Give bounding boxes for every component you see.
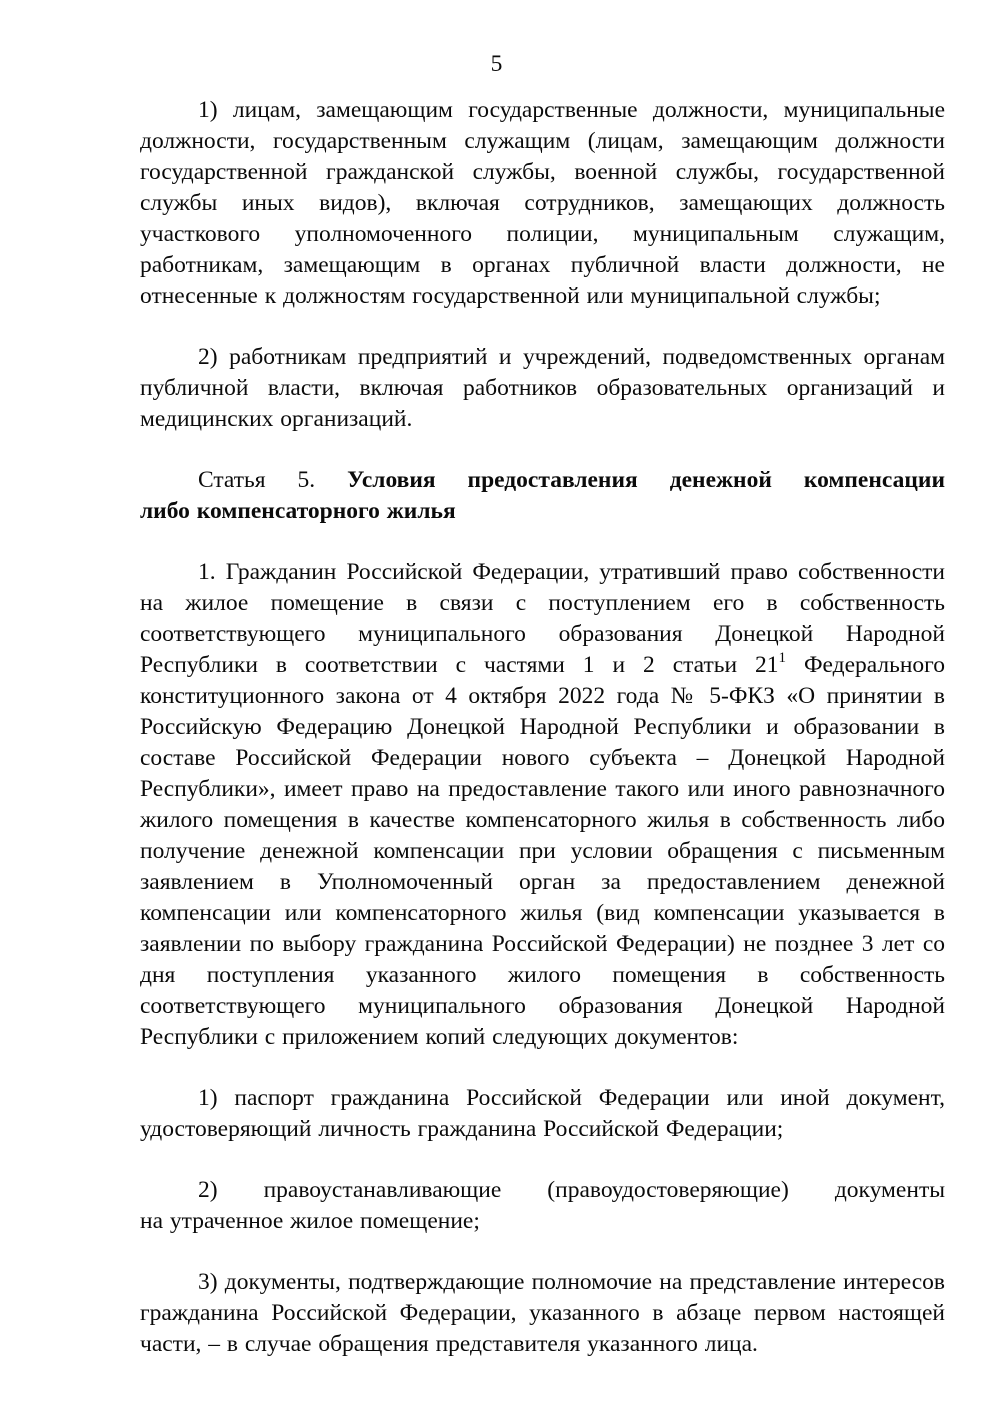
document-item-2-line-2: на утраченное жилое помещение; (140, 1208, 480, 1234)
list-item-2: 2) работникам предприятий и учреждений, подведомственных органам публичной власти, включая работников образовательных организаций и медицинских организаций. (140, 344, 945, 432)
document-body (140, 95, 945, 1360)
superscript-note-number: 1 (778, 650, 787, 667)
document-item-3: 3) документы, подтверждающие полномочие на представление интересов гражданина Российской Федерации, указанного в абзаце первом настоящей части, – в случае обращения представителя указанного лица. (140, 1269, 945, 1357)
part-1-text-after-superscript: Федерального конституционного закона от 4 октября 2022 года № 5-ФКЗ «О принятии в Российскую Федерацию Донецкой Народной Республики и образовании в составе Российской Федерации нового субъекта – Донецкой Народной Республики», имеет право на предоставление такого или иного равнозначного жилого помещения в качестве компенсаторного жилья в собственность либо получение денежной компенсации при условии обращения с письменным заявлением в Уполномоченный орган за предоставлением денежной компенсации или компенсаторного жилья (вид компенсации указывается в заявлении по выбору гражданина Российской Федерации) не позднее 3 лет со дня поступления указанного жилого помещения в собственность соответствующего муниципального образования Донецкой Народной Республики с приложением копий следующих документов: (140, 652, 945, 1050)
document-item-2 (140, 1175, 945, 1237)
article-5-heading-line-1 (140, 465, 945, 496)
article-5-title-part-2: либо компенсаторного жилья (140, 498, 456, 524)
part-1-paragraph (140, 557, 945, 1053)
list-item-1: 1) лицам, замещающим государственные должности, муниципальные должности, государственным служащим (лицам, замещающим должности государственной гражданской службы, военной службы, государственной службы иных видов), включая сотрудников, замещающих должность участкового уполномоченного полиции, муниципальным служащим, работникам, замещающим в органах публичной власти должности, не отнесенные к должностям государственной или муниципальной службы; (140, 97, 945, 309)
article-5-heading (140, 465, 945, 527)
page-number: 5 (490, 51, 503, 77)
part-1-text-before-superscript: 1. Гражданин Российской Федерации, утративший право собственности на жилое помещение в связи с поступлением его в собственность соответствующего муниципального образования Донецкой Народной Республики в соответствии с частями 1 и 2 статьи 21 (140, 559, 945, 678)
document-item-2-line-1: 2) правоустанавливающие (правоудостоверяющие) документы (198, 1177, 945, 1203)
article-5-label: Статья 5. (198, 467, 316, 493)
article-5-title-part-1: Условия предоставления денежной компенсации (347, 467, 945, 493)
document-item-1: 1) паспорт гражданина Российской Федерации или иной документ, удостоверяющий личность гражданина Российской Федерации; (140, 1085, 945, 1142)
